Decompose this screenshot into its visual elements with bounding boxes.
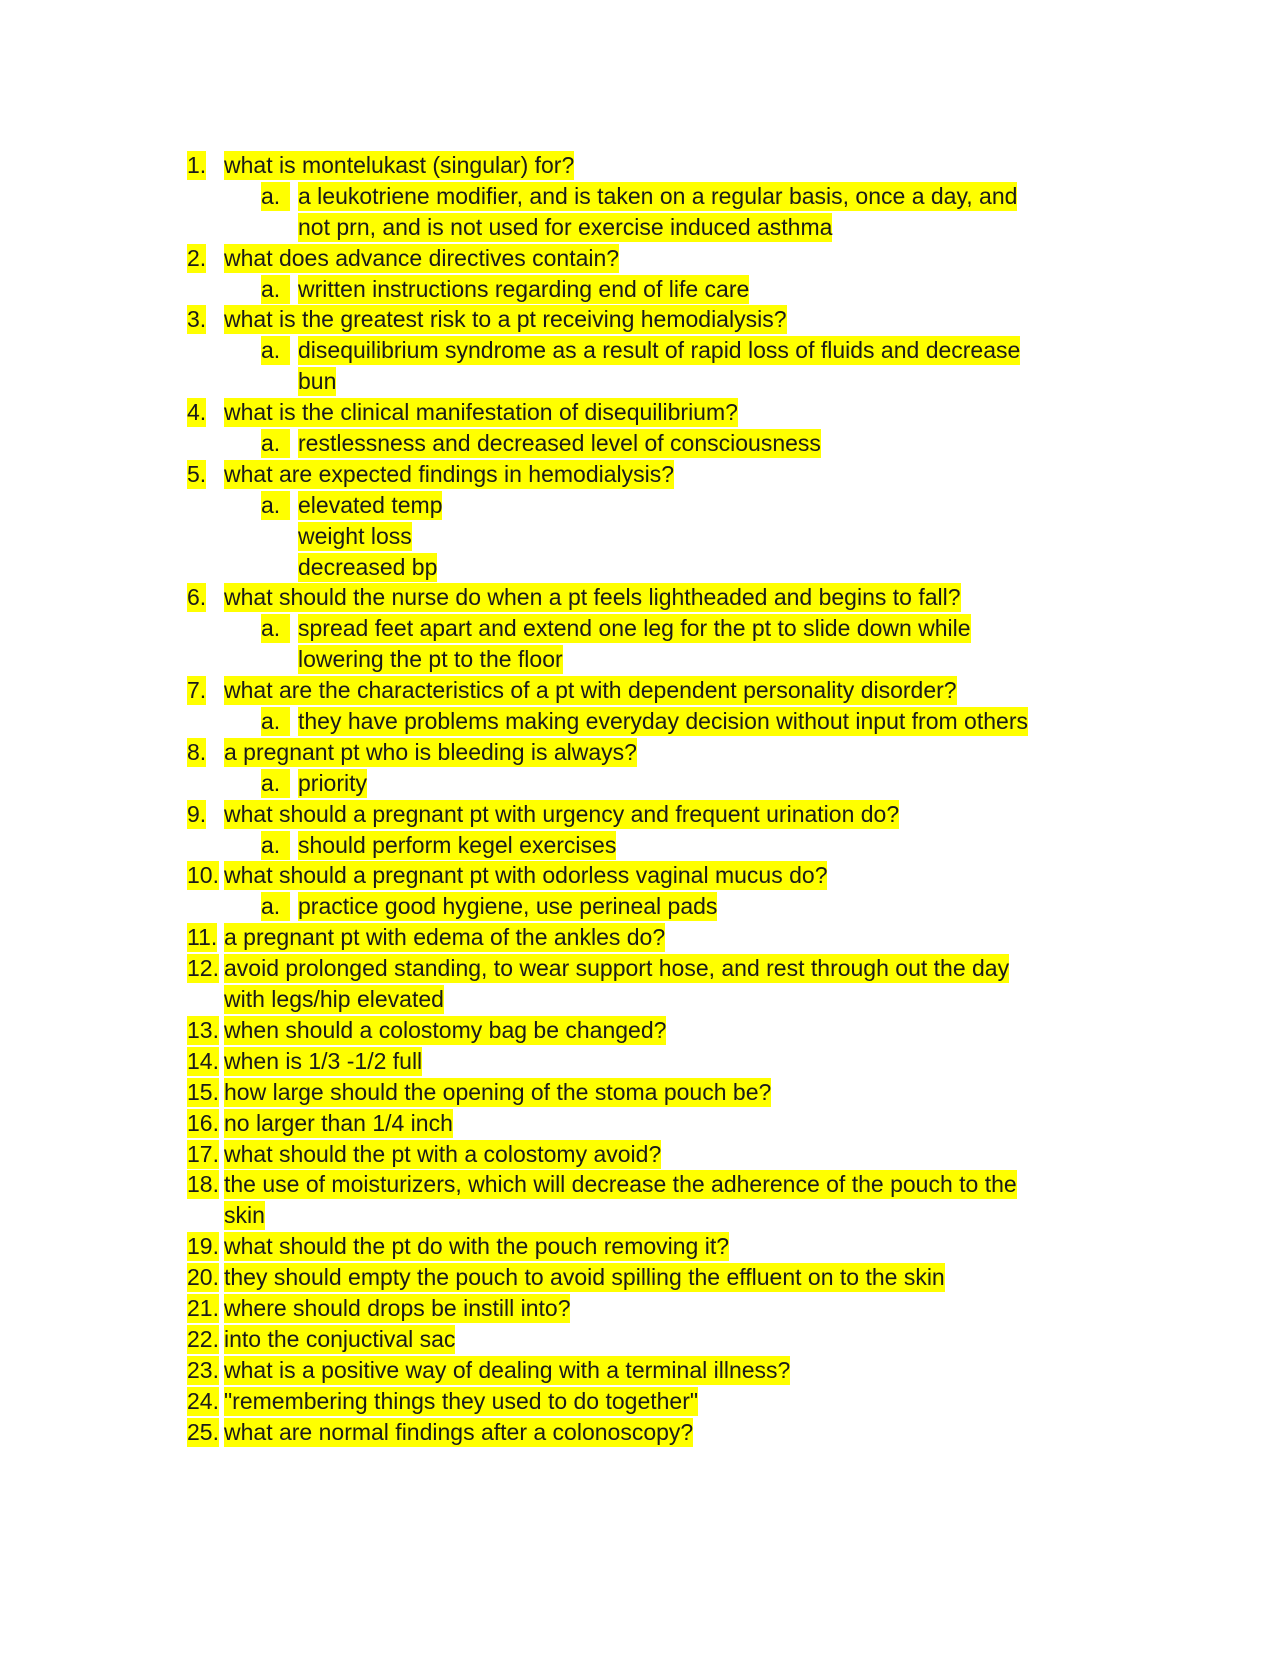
item-number: 16. — [187, 1109, 219, 1136]
document-list — [0, 151, 1280, 1448]
item-number: 14. — [187, 1047, 219, 1074]
list-item — [0, 1140, 1280, 1171]
sub-item-text: spread feet apart and extend one leg for the pt to slide down while — [298, 615, 971, 642]
item-number: 19. — [187, 1233, 219, 1260]
sub-item-marker: a. — [261, 491, 290, 520]
sub-list-item — [0, 769, 1280, 800]
sub-list-item — [0, 275, 1280, 306]
sub-list-item — [0, 336, 1280, 367]
sub-item-text: not prn, and is not used for exercise induced asthma — [298, 213, 833, 240]
item-number: 17. — [187, 1140, 219, 1167]
list-item — [0, 738, 1280, 769]
sub-item-text: bun — [298, 368, 337, 395]
sub-item-text: they have problems making everyday decision without input from others — [298, 708, 1028, 735]
list-item — [0, 1418, 1280, 1449]
sub-item-marker: a. — [261, 769, 290, 798]
item-text: what is a positive way of dealing with a terminal illness? — [224, 1356, 791, 1383]
item-text: when is 1/3 -1/2 full — [224, 1047, 423, 1074]
list-item — [0, 800, 1280, 831]
item-text: what are expected findings in hemodialysis? — [224, 460, 675, 487]
list-item — [0, 923, 1280, 954]
item-text: they should empty the pouch to avoid spilling the effluent on to the skin — [224, 1264, 945, 1291]
sub-item-text: lowering the pt to the floor — [298, 646, 563, 673]
list-item — [0, 244, 1280, 275]
item-number: 20. — [187, 1264, 219, 1291]
item-text: what should a pregnant pt with odorless vaginal mucus do? — [224, 862, 828, 889]
item-text: a pregnant pt who is bleeding is always? — [224, 738, 637, 765]
list-item — [0, 954, 1280, 985]
sub-list-item — [0, 831, 1280, 862]
list-item — [0, 1294, 1280, 1325]
item-text: what is the clinical manifestation of disequilibrium? — [224, 399, 738, 426]
item-number: 12. — [187, 955, 219, 982]
sub-item-marker: a. — [261, 707, 290, 736]
item-number: 15. — [187, 1078, 219, 1105]
item-text: the use of moisturizers, which will decrease the adherence of the pouch to the — [224, 1171, 1017, 1198]
item-text: what should the pt do with the pouch removing it? — [224, 1233, 730, 1260]
list-item — [0, 460, 1280, 491]
sub-list-item — [0, 182, 1280, 213]
item-text: "remembering things they used to do together" — [224, 1387, 699, 1414]
item-number: 3. — [187, 306, 207, 333]
item-number: 1. — [187, 152, 207, 178]
sub-item-text: written instructions regarding end of life care — [298, 275, 750, 302]
sub-item-marker: a. — [261, 336, 290, 365]
item-text: when should a colostomy bag be changed? — [224, 1016, 667, 1043]
item-text: what should a pregnant pt with urgency and frequent urination do? — [224, 800, 900, 827]
sub-item-text: weight loss — [298, 522, 412, 549]
sub-list-item — [0, 522, 1280, 553]
item-number: 9. — [187, 800, 207, 827]
item-number: 10. — [187, 862, 219, 889]
sub-list-item — [0, 707, 1280, 738]
item-number: 23. — [187, 1356, 219, 1383]
item-number: 21. — [187, 1294, 219, 1321]
sub-list-item — [0, 367, 1280, 398]
item-number: 11. — [187, 924, 218, 951]
sub-item-text: restlessness and decreased level of consciousness — [298, 430, 821, 457]
list-item — [0, 1232, 1280, 1263]
sub-item-marker: a. — [261, 614, 290, 643]
list-item — [0, 1356, 1280, 1387]
sub-item-text: a leukotriene modifier, and is taken on a regular basis, once a day, and — [298, 182, 1018, 209]
item-number: 5. — [187, 460, 207, 487]
item-number: 18. — [187, 1171, 219, 1198]
item-text: with legs/hip elevated — [224, 986, 444, 1013]
list-item — [0, 1201, 1280, 1232]
item-number: 8. — [187, 738, 207, 765]
item-text: what are normal findings after a colonoscopy? — [224, 1418, 694, 1445]
list-item — [0, 861, 1280, 892]
item-text: what does advance directives contain? — [224, 244, 620, 271]
item-text: what is the greatest risk to a pt receiving hemodialysis? — [224, 306, 787, 333]
item-text: avoid prolonged standing, to wear support hose, and rest through out the day — [224, 955, 1010, 982]
list-item — [0, 1263, 1280, 1294]
item-text: no larger than 1/4 inch — [224, 1109, 453, 1136]
item-text: how large should the opening of the stoma pouch be? — [224, 1078, 772, 1105]
item-number: 4. — [187, 399, 207, 426]
list-item — [0, 151, 1280, 182]
list-item — [0, 1078, 1280, 1109]
list-item — [0, 1109, 1280, 1140]
item-text: skin — [224, 1202, 265, 1229]
sub-item-text: elevated temp — [298, 491, 443, 518]
sub-list-item — [0, 429, 1280, 460]
sub-list-item — [0, 614, 1280, 645]
sub-item-text: practice good hygiene, use perineal pads — [298, 893, 718, 920]
sub-list-item — [0, 491, 1280, 522]
item-number: 22. — [187, 1325, 219, 1352]
list-item — [0, 1387, 1280, 1418]
sub-item-text: should perform kegel exercises — [298, 831, 617, 858]
list-item — [0, 583, 1280, 614]
sub-list-item — [0, 645, 1280, 676]
list-item — [0, 1047, 1280, 1078]
item-text: where should drops be instill into? — [224, 1294, 571, 1321]
sub-item-marker: a. — [261, 182, 290, 211]
list-item — [0, 305, 1280, 336]
list-item — [0, 398, 1280, 429]
item-number: 6. — [187, 584, 207, 611]
list-item — [0, 985, 1280, 1016]
list-item — [0, 676, 1280, 707]
sub-item-marker: a. — [261, 831, 290, 860]
item-text: into the conjuctival sac — [224, 1325, 456, 1352]
item-text: what are the characteristics of a pt with dependent personality disorder? — [224, 677, 957, 704]
list-item — [0, 1170, 1280, 1201]
sub-list-item — [0, 213, 1280, 244]
sub-item-text: priority — [298, 769, 368, 796]
item-text: what is montelukast (singular) for? — [224, 152, 575, 178]
list-item — [0, 1325, 1280, 1356]
sub-list-item — [0, 892, 1280, 923]
list-item — [0, 1016, 1280, 1047]
item-text: what should the pt with a colostomy avoid? — [224, 1140, 662, 1167]
sub-item-text: decreased bp — [298, 553, 438, 580]
item-number: 13. — [187, 1016, 219, 1043]
sub-item-marker: a. — [261, 892, 290, 921]
sub-list-item — [0, 553, 1280, 584]
item-text: a pregnant pt with edema of the ankles do? — [224, 924, 666, 951]
item-number: 25. — [187, 1418, 219, 1445]
sub-item-marker: a. — [261, 275, 290, 304]
item-number: 2. — [187, 244, 207, 271]
item-number: 24. — [187, 1387, 219, 1414]
sub-item-text: disequilibrium syndrome as a result of rapid loss of fluids and decrease — [298, 337, 1021, 364]
item-text: what should the nurse do when a pt feels lightheaded and begins to fall? — [224, 584, 961, 611]
item-number: 7. — [187, 677, 207, 704]
sub-item-marker: a. — [261, 429, 290, 458]
